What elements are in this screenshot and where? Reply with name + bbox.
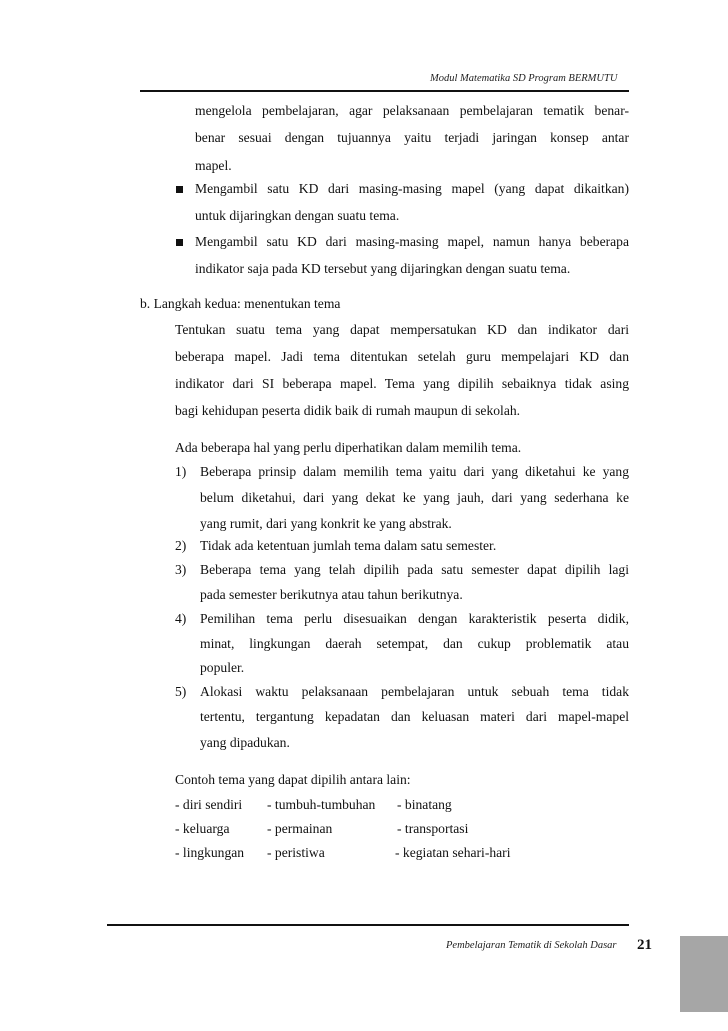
item-1-line-2: belum diketahui, dari yang dekat ke yang jauh, dari yang sederhana ke bbox=[200, 490, 629, 505]
example-cell: - lingkungan bbox=[175, 845, 245, 860]
item-3-line-2: pada semester berikutnya atau tahun berikutnya. bbox=[200, 587, 463, 602]
item-4-line-2: minat, lingkungan daerah setempat, dan cukup problematik atau bbox=[200, 636, 629, 651]
item-2-line-1: Tidak ada ketentuan jumlah tema dalam satu semester. bbox=[200, 538, 497, 553]
example-cell: - peristiwa bbox=[267, 845, 325, 860]
intro-line-1: mengelola pembelajaran, agar pelaksanaan pembelajaran tematik benar- bbox=[195, 103, 629, 118]
page-tab-decoration bbox=[680, 936, 728, 1012]
item-5-line-1: Alokasi waktu pelaksanaan pembelajaran untuk sebuah tema tidak bbox=[200, 684, 629, 699]
bullet-2-line-2: indikator saja pada KD tersebut yang dijaringkan dengan suatu tema. bbox=[195, 261, 571, 276]
bullet-icon bbox=[176, 239, 183, 246]
page-number: 21 bbox=[637, 937, 652, 953]
item-number: 5) bbox=[175, 684, 187, 699]
item-1-line-1: Beberapa prinsip dalam memilih tema yaitu dari yang diketahui ke yang bbox=[200, 464, 629, 479]
item-5-line-2: tertentu, tergantung kepadatan dan keluasan materi dari mapel-mapel bbox=[200, 709, 629, 724]
item-number: 1) bbox=[175, 464, 187, 479]
example-cell: - tumbuh-tumbuhan bbox=[267, 797, 376, 812]
bullet-1-line-2: untuk dijaringkan dengan suatu tema. bbox=[195, 208, 400, 223]
footer-rule bbox=[107, 924, 629, 926]
bullet-2-line-1: Mengambil satu KD dari masing-masing mapel, namun hanya beberapa bbox=[195, 234, 629, 249]
item-4-line-1: Pemilihan tema perlu disesuaikan dengan karakteristik peserta didik, bbox=[200, 611, 629, 626]
example-cell: - keluarga bbox=[175, 821, 230, 836]
para-line-2: beberapa mapel. Jadi tema ditentukan setelah guru mempelajari KD dan bbox=[175, 349, 629, 364]
intro-line-2: benar sesuai dengan tujuannya yaitu terjadi jaringan konsep antar bbox=[195, 130, 629, 145]
item-4-line-3: populer. bbox=[200, 660, 245, 675]
example-cell: - permainan bbox=[267, 821, 333, 836]
item-number: 3) bbox=[175, 562, 187, 577]
item-3-line-1: Beberapa tema yang telah dipilih pada satu semester dapat dipilih lagi bbox=[200, 562, 629, 577]
section-heading: b. Langkah kedua: menentukan tema bbox=[140, 296, 341, 311]
intro-line-3: mapel. bbox=[195, 158, 232, 173]
item-number: 4) bbox=[175, 611, 187, 626]
example-cell: - diri sendiri bbox=[175, 797, 243, 812]
para-line-3: indikator dari SI beberapa mapel. Tema yang dipilih sebaiknya tidak asing bbox=[175, 376, 629, 391]
example-cell: - binatang bbox=[397, 797, 452, 812]
item-number: 2) bbox=[175, 538, 187, 553]
item-5-line-3: yang dipadukan. bbox=[200, 735, 290, 750]
item-1-line-3: yang rumit, dari yang konkrit ke yang abstrak. bbox=[200, 516, 452, 531]
example-cell: - transportasi bbox=[397, 821, 469, 836]
running-header: Modul Matematika SD Program BERMUTU bbox=[430, 73, 618, 84]
list-intro: Ada beberapa hal yang perlu diperhatikan dalam memilih tema. bbox=[175, 440, 522, 455]
para-line-4: bagi kehidupan peserta didik baik di rumah maupun di sekolah. bbox=[175, 403, 521, 418]
bullet-1-line-1: Mengambil satu KD dari masing-masing mapel (yang dapat dikaitkan) bbox=[195, 181, 629, 196]
running-footer: Pembelajaran Tematik di Sekolah Dasar bbox=[446, 940, 617, 951]
examples-title: Contoh tema yang dapat dipilih antara lain: bbox=[175, 772, 411, 787]
para-line-1: Tentukan suatu tema yang dapat mempersatukan KD dan indikator dari bbox=[175, 322, 629, 337]
header-rule bbox=[140, 90, 629, 92]
bullet-icon bbox=[176, 186, 183, 193]
example-cell: - kegiatan sehari-hari bbox=[395, 845, 511, 860]
